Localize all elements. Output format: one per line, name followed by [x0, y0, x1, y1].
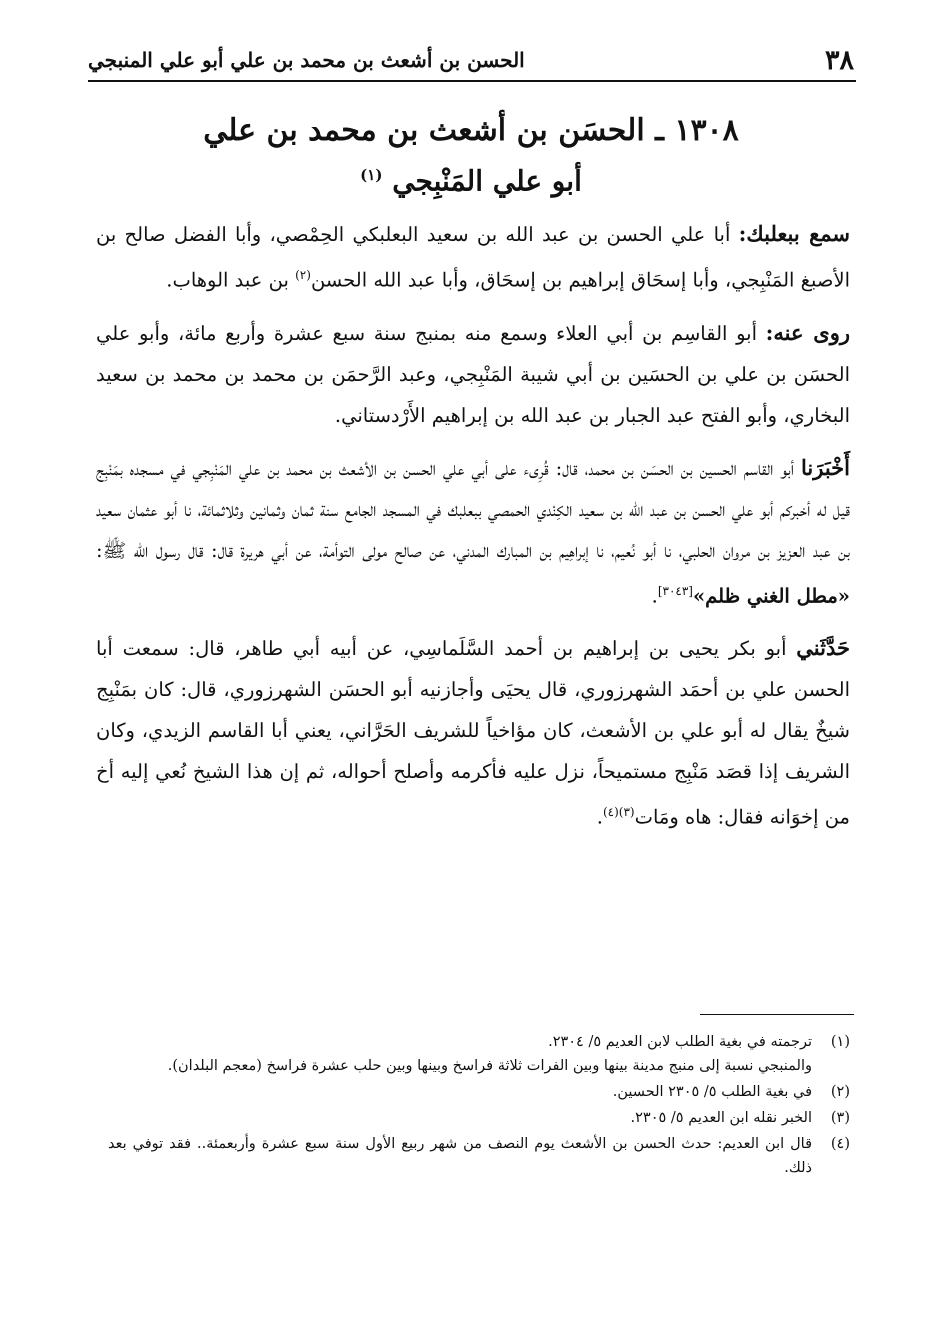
- paragraph-text: أبو القاسِم بن أبي العلاء وسمع منه بمنبج سنة سبع عشرة وأربع مائة، وأبو علي الحسَن بن علي بن الحسَين بن أبي شيبة المَنْبِجي، وعبد الرَّحمَن بن محمد بن محمد بن سعيد البخاري، وأبو الفتح عبد الجبار بن عبد الله بن إبراهيم الأَرْدستاني.: [96, 321, 850, 427]
- header-divider: [88, 80, 856, 82]
- page-header: [88, 40, 854, 80]
- footnote-text: في بغية الطلب ٥/ ٢٣٠٥ الحسين.: [612, 1084, 812, 1100]
- hadith-number: [٣٠٤٣]: [657, 583, 693, 598]
- paragraph-lead: روى عنه:: [765, 319, 850, 345]
- entry-title-line-2: [88, 154, 854, 202]
- footnote-item: [108, 1132, 850, 1180]
- paragraph-text: أبو القاسم الحسين بن الحسَن بن محمد، قال: قُرِىء على أبي علي الحسن بن الأشعث بن محمد بن علي المَنْبِجي في مسجده بمَنْبِج قيل له أخبركم أبو علي الحسن بن عبد الله بن سعيد الكِنْدي الحمصي ببعلبك في المسجد الجامع سنة ثمان وثمانين وثلاثمائة، نا أبو عثمان سعيد بن عبد العزيز بن مروان الحلبي، نا أبو نُعيم، نا إبراهِيم بن المبارك المدني، عن صالح مولى التوأمة، عن أبي هريرة قال: قال رسول الله ﷺ:: [96, 456, 850, 562]
- footnotes: [108, 1030, 850, 1182]
- entry-title-name: أبو علي المَنْبِجي: [392, 164, 582, 198]
- running-title: الحسن بن أشعث بن محمد بن علي أبو علي المنبجي: [88, 48, 525, 72]
- footnote-item: [108, 1106, 850, 1130]
- footnote-number: (٢): [830, 1084, 850, 1100]
- note-ref: (٢): [295, 268, 311, 282]
- footnote-divider: [700, 1014, 854, 1015]
- footnote-line: والمنبجي نسبة إلى منبج مدينة بينها وبين الفرات ثلاثة فراسخ وبينها وبين حلب عشرة فراسخ (معجم البلدان).: [167, 1058, 812, 1074]
- paragraph-text-end: بن عبد الوهاب.: [166, 268, 296, 292]
- entry-body: [96, 213, 850, 849]
- paragraph-isnad: [96, 447, 850, 617]
- paragraph-lead: حَدَّثَني: [796, 635, 850, 660]
- paragraph-narrated: [96, 312, 850, 436]
- footnote-line: ترجمته في بغية الطلب لابن العديم ٥/ ٢٣٠٤.: [548, 1034, 812, 1050]
- note-ref: (٣)(٤): [602, 805, 635, 819]
- page-number: ٣٨: [824, 44, 854, 76]
- paragraph-text-end: .: [596, 805, 603, 829]
- paragraph-text: أبا علي الحسن بن عبد الله بن سعيد البعلبكي الحِمْصي، وأبا الفضل صالح بن الأصبغ المَنْبِجي، وأبا إسحَاق إبراهيم بن إسحَاق، وأبا عبد الله الحسن: [96, 223, 850, 292]
- footnote-number: (٤): [830, 1136, 850, 1152]
- paragraph-text: أبو بكر يحيى بن إبراهيم بن أحمد السَّلَماسِي، عن أبيه أبي طاهر، قال: سمعت أبا الحسن علي بن أحمَد الشهرزوري، قال يحيَى وأجازنيه أبو الحسَن الشهرزوري، قال: كان بمَنْبِج شيخٌ يقال له أبو علي بن الأشعث، كان مؤاخياً للشريف الحَرَّاني، يعني أبا القاسم الزيدي، وكان الشريف إذا قصَد مَنْبِج مستميحاً، نزل عليه فأكرمه وأصلح أحواله، ثم إن هذا الشيخ نُعي إليه أخ من إخوَانه فقال: هاه ومَات: [96, 637, 850, 829]
- paragraph-lead: أَخْبَرَنا: [801, 454, 850, 480]
- footnote-item: [108, 1080, 850, 1104]
- entry-title: [88, 108, 854, 202]
- paragraph-anecdote: [96, 627, 850, 838]
- footnote-text: قال ابن العديم: حدث الحسن بن الأشعث يوم النصف من شهر ربيع الأول سنة سبع عشرة وأربعمئة.. فقد توفي بعد ذلك.: [108, 1136, 812, 1176]
- entry-title-note-ref: (١): [360, 166, 383, 184]
- footnote-text: الخبر نقله ابن العديم ٥/ ٢٣٠٥.: [630, 1110, 812, 1126]
- footnote-number: (٣): [830, 1110, 850, 1126]
- footnote-number: (١): [830, 1034, 850, 1050]
- paragraph-lead: سمع ببعلبك:: [738, 221, 851, 246]
- hadith-text: «مطل الغني ظلم»: [692, 584, 850, 607]
- footnote-item: [108, 1030, 850, 1078]
- entry-title-line-1: ١٣٠٨ ـ الحسَن بن أشعث بن محمد بن علي: [203, 113, 739, 148]
- paragraph-text-end: .: [651, 584, 658, 607]
- footnote-text: [108, 1030, 812, 1078]
- paragraph-heard: [96, 213, 850, 301]
